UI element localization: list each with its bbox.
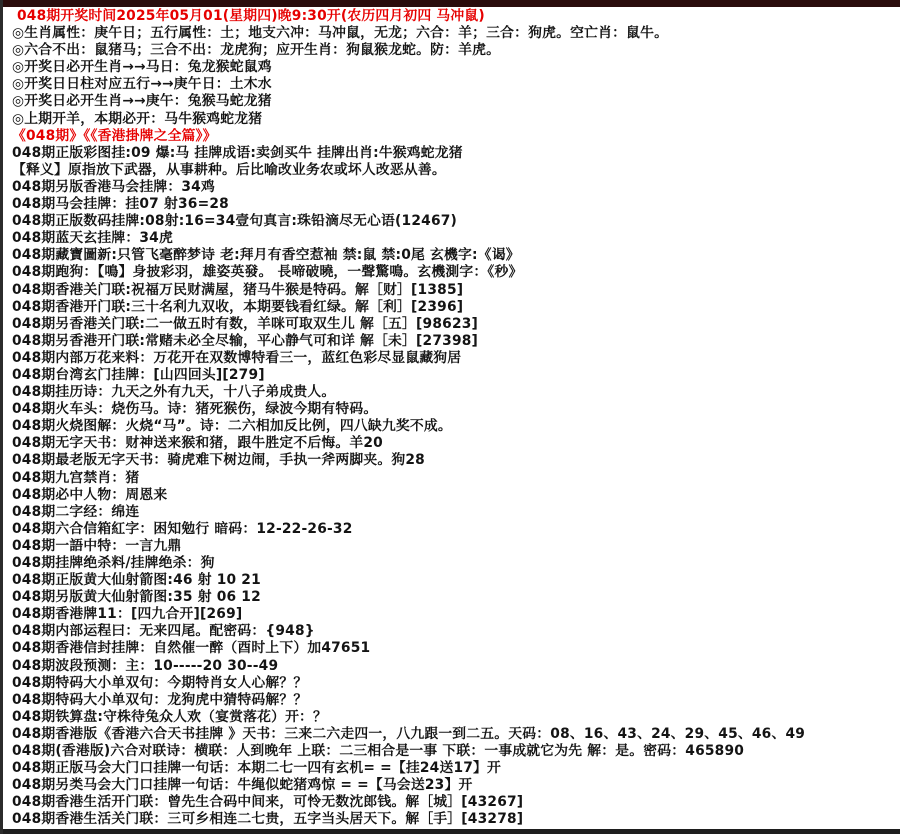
one-phrase-special-line: 048期一語中特：一言九鼎 xyxy=(12,537,182,554)
mailbox-red-word-line: 048期六合信箱紅字：困知勉行 暗码：12-22-26-32 xyxy=(12,520,353,537)
running-dog-line: 048期跑狗：【鳴】身披彩羽，雄姿英發。 長啼破曉，一聲驚鳴。玄機測字：《秒》 xyxy=(12,264,523,281)
alt-gate-phrase-line: 048期另类马会大门口挂牌一句话：牛绳似蛇猪鸡惊 = =【马会送23】开 xyxy=(12,777,473,794)
oldest-wordless-book-line: 048期最老版无字天书：骑虎难下树边闹，手执一斧两脚夹。狗28 xyxy=(12,452,425,469)
section-title: 《048期》《《香港掛牌之全篇》》 xyxy=(12,127,217,144)
train-head-line: 048期火车头：烧伤马。诗：猪死猴伤，绿波今期有特码。 xyxy=(12,401,378,418)
wong-tai-sin-arrow-line-2: 048期另版黄大仙射箭图:35 射 06 12 xyxy=(12,589,261,606)
text-content xyxy=(3,7,900,829)
wordless-book-line: 048期无字天书：财神送来猴和猪，跟牛胜定不后悔。羊20 xyxy=(12,435,383,452)
nine-palace-line: 048期九宫禁肖：猪 xyxy=(12,469,140,486)
official-gate-phrase-line: 048期正版马会大门口挂牌一句话：本期二七一四有玄机= =【挂24送17】开 xyxy=(12,760,502,777)
alt-hk-jockey-line: 048期另版香港马会挂牌：34鸡 xyxy=(12,178,215,195)
wong-tai-sin-arrow-line-1: 048期正版黄大仙射箭图:46 射 10 21 xyxy=(12,572,261,589)
wave-prediction-line: 048期波段预测：主：10-----20 30--49 xyxy=(12,657,279,674)
hk-envelope-line: 048期香港信封挂牌：自然催一醉（酉时上下）加47651 xyxy=(12,640,371,657)
taiwan-chart-line: 048期台湾玄门挂牌：[山四回头][279] xyxy=(12,366,265,383)
calendar-poem-line: 048期挂历诗：九天之外有九天，十八子弟成贵人。 xyxy=(12,384,336,401)
iron-abacus-line: 048期铁算盘:守株待兔众人欢（宴赏落花）开：？ xyxy=(12,708,328,725)
alt-hk-opening-couplet-line: 048期另香港开门联:常赌未必全尽输，平心静气可和详 解［未］[27398] xyxy=(12,332,479,349)
hk-life-opening-couplet-line: 048期香港生活开门联：曾先生合码中间来，可怜无数沈郎钱。解［城］[43267] xyxy=(12,794,524,811)
draw-time-header: 048期开奖时间2025年05月01(星期四)晚9:30开(农历四月初四 马冲鼠) xyxy=(17,8,485,24)
special-code-phrase-line-2: 048期特码大小单双句：龙狗虎中猜特码解？？ xyxy=(12,691,308,708)
special-code-phrase-line-1: 048期特码大小单双句：今期特肖女人心解？？ xyxy=(12,674,308,691)
must-open-zodiac-line-2: ◎开奖日必开生肖→→庚午：兔猴马蛇龙猪 xyxy=(12,93,272,110)
bottom-border-bar xyxy=(3,829,900,834)
couplet-poem-line: 048期(香港版)六合对联诗：横联：人到晚年 上联：二三相合是一事 下联：一事成就它为先 解：是。密码：465890 xyxy=(12,743,745,760)
fire-burn-line: 048期火烧图解：火烧“马”。诗：二六相加反比例，四八缺九奖不成。 xyxy=(12,418,452,435)
hk-life-closing-couplet-line: 048期香港生活关门联：三可乡相连二七贵，五字当头居天下。解［手］[43278] xyxy=(12,811,524,828)
alt-hk-closing-couplet-line: 048期另香港关门联:二一做五时有数，羊咪可取双生儿 解［五］[98623] xyxy=(12,315,479,332)
must-hit-person-line: 048期必中人物：周恩来 xyxy=(12,486,168,503)
heaven-book-line: 048期香港版《香港六合天书挂牌 》天书：三来二六走四一，八九跟一到二五。天码：08、16、43、24、29、45、46、49 xyxy=(12,725,806,742)
zodiac-attributes-line: ◎生肖属性：庚午日；五行属性：土；地支六冲：马冲鼠，无龙；六合：羊；三合：狗虎。空亡肖：鼠牛。 xyxy=(12,25,669,42)
internal-flower-line: 048期内部万花来料：万花开在双数博特看三一，蓝红色彩尽显鼠藏狗居 xyxy=(12,349,462,366)
blue-sky-line: 048期蓝天玄挂牌：34虎 xyxy=(12,230,173,247)
five-elements-line: ◎开奖日日柱对应五行→→庚午日：土木水 xyxy=(12,76,272,93)
must-open-zodiac-line-1: ◎开奖日必开生肖→→马日：兔龙猴蛇鼠鸡 xyxy=(12,59,272,76)
official-chart-line: 048期正版彩图挂:09 爆:马 挂牌成语:卖剑买牛 挂牌出肖:牛猴鸡蛇龙猪 xyxy=(12,144,463,161)
hk-card-line: 048期香港牌11：[四九合开][269] xyxy=(12,606,243,623)
treasure-map-line: 048期藏寶圖新:只管飞毫醉梦诗 老:拜月有香空惹袖 禁:鼠 禁:0尾 玄機字:《谒》 xyxy=(12,247,520,264)
hk-closing-couplet-line: 048期香港关门联:祝福万民财满屋，猪马牛猴是特码。解［财］[1385] xyxy=(12,281,464,298)
digital-chart-line: 048期正版数码挂牌:08射:16=34壹句真言:珠铅滴尽无心语(12467) xyxy=(12,213,458,230)
interpretation-line: 【释义】原指放下武器，从事耕种。后比喻改业务农或坏人改恶从善。 xyxy=(12,161,446,178)
internal-fortune-line: 048期内部运程曰：无来四尾。配密码：{948} xyxy=(12,623,315,640)
jockey-club-line: 048期马会挂牌：挂07 射36=28 xyxy=(12,196,229,213)
chart-kill-line: 048期挂牌绝杀料/挂牌绝杀：狗 xyxy=(12,555,215,571)
liuhe-exclusion-line: ◎六合不出：鼠猪马；三合不出：龙虎狗；应开生肖：狗鼠猴龙蛇。防：羊虎。 xyxy=(12,42,501,59)
last-period-line: ◎上期开羊，本期必开：马牛猴鸡蛇龙猪 xyxy=(12,110,263,127)
top-border-bar xyxy=(3,0,900,7)
hk-opening-couplet-line: 048期香港开门联:三十名利九双收，本期要钱看红绿。解［利］[2396] xyxy=(12,298,464,315)
two-word-scripture-line: 048期二字经：绵连 xyxy=(12,503,140,520)
